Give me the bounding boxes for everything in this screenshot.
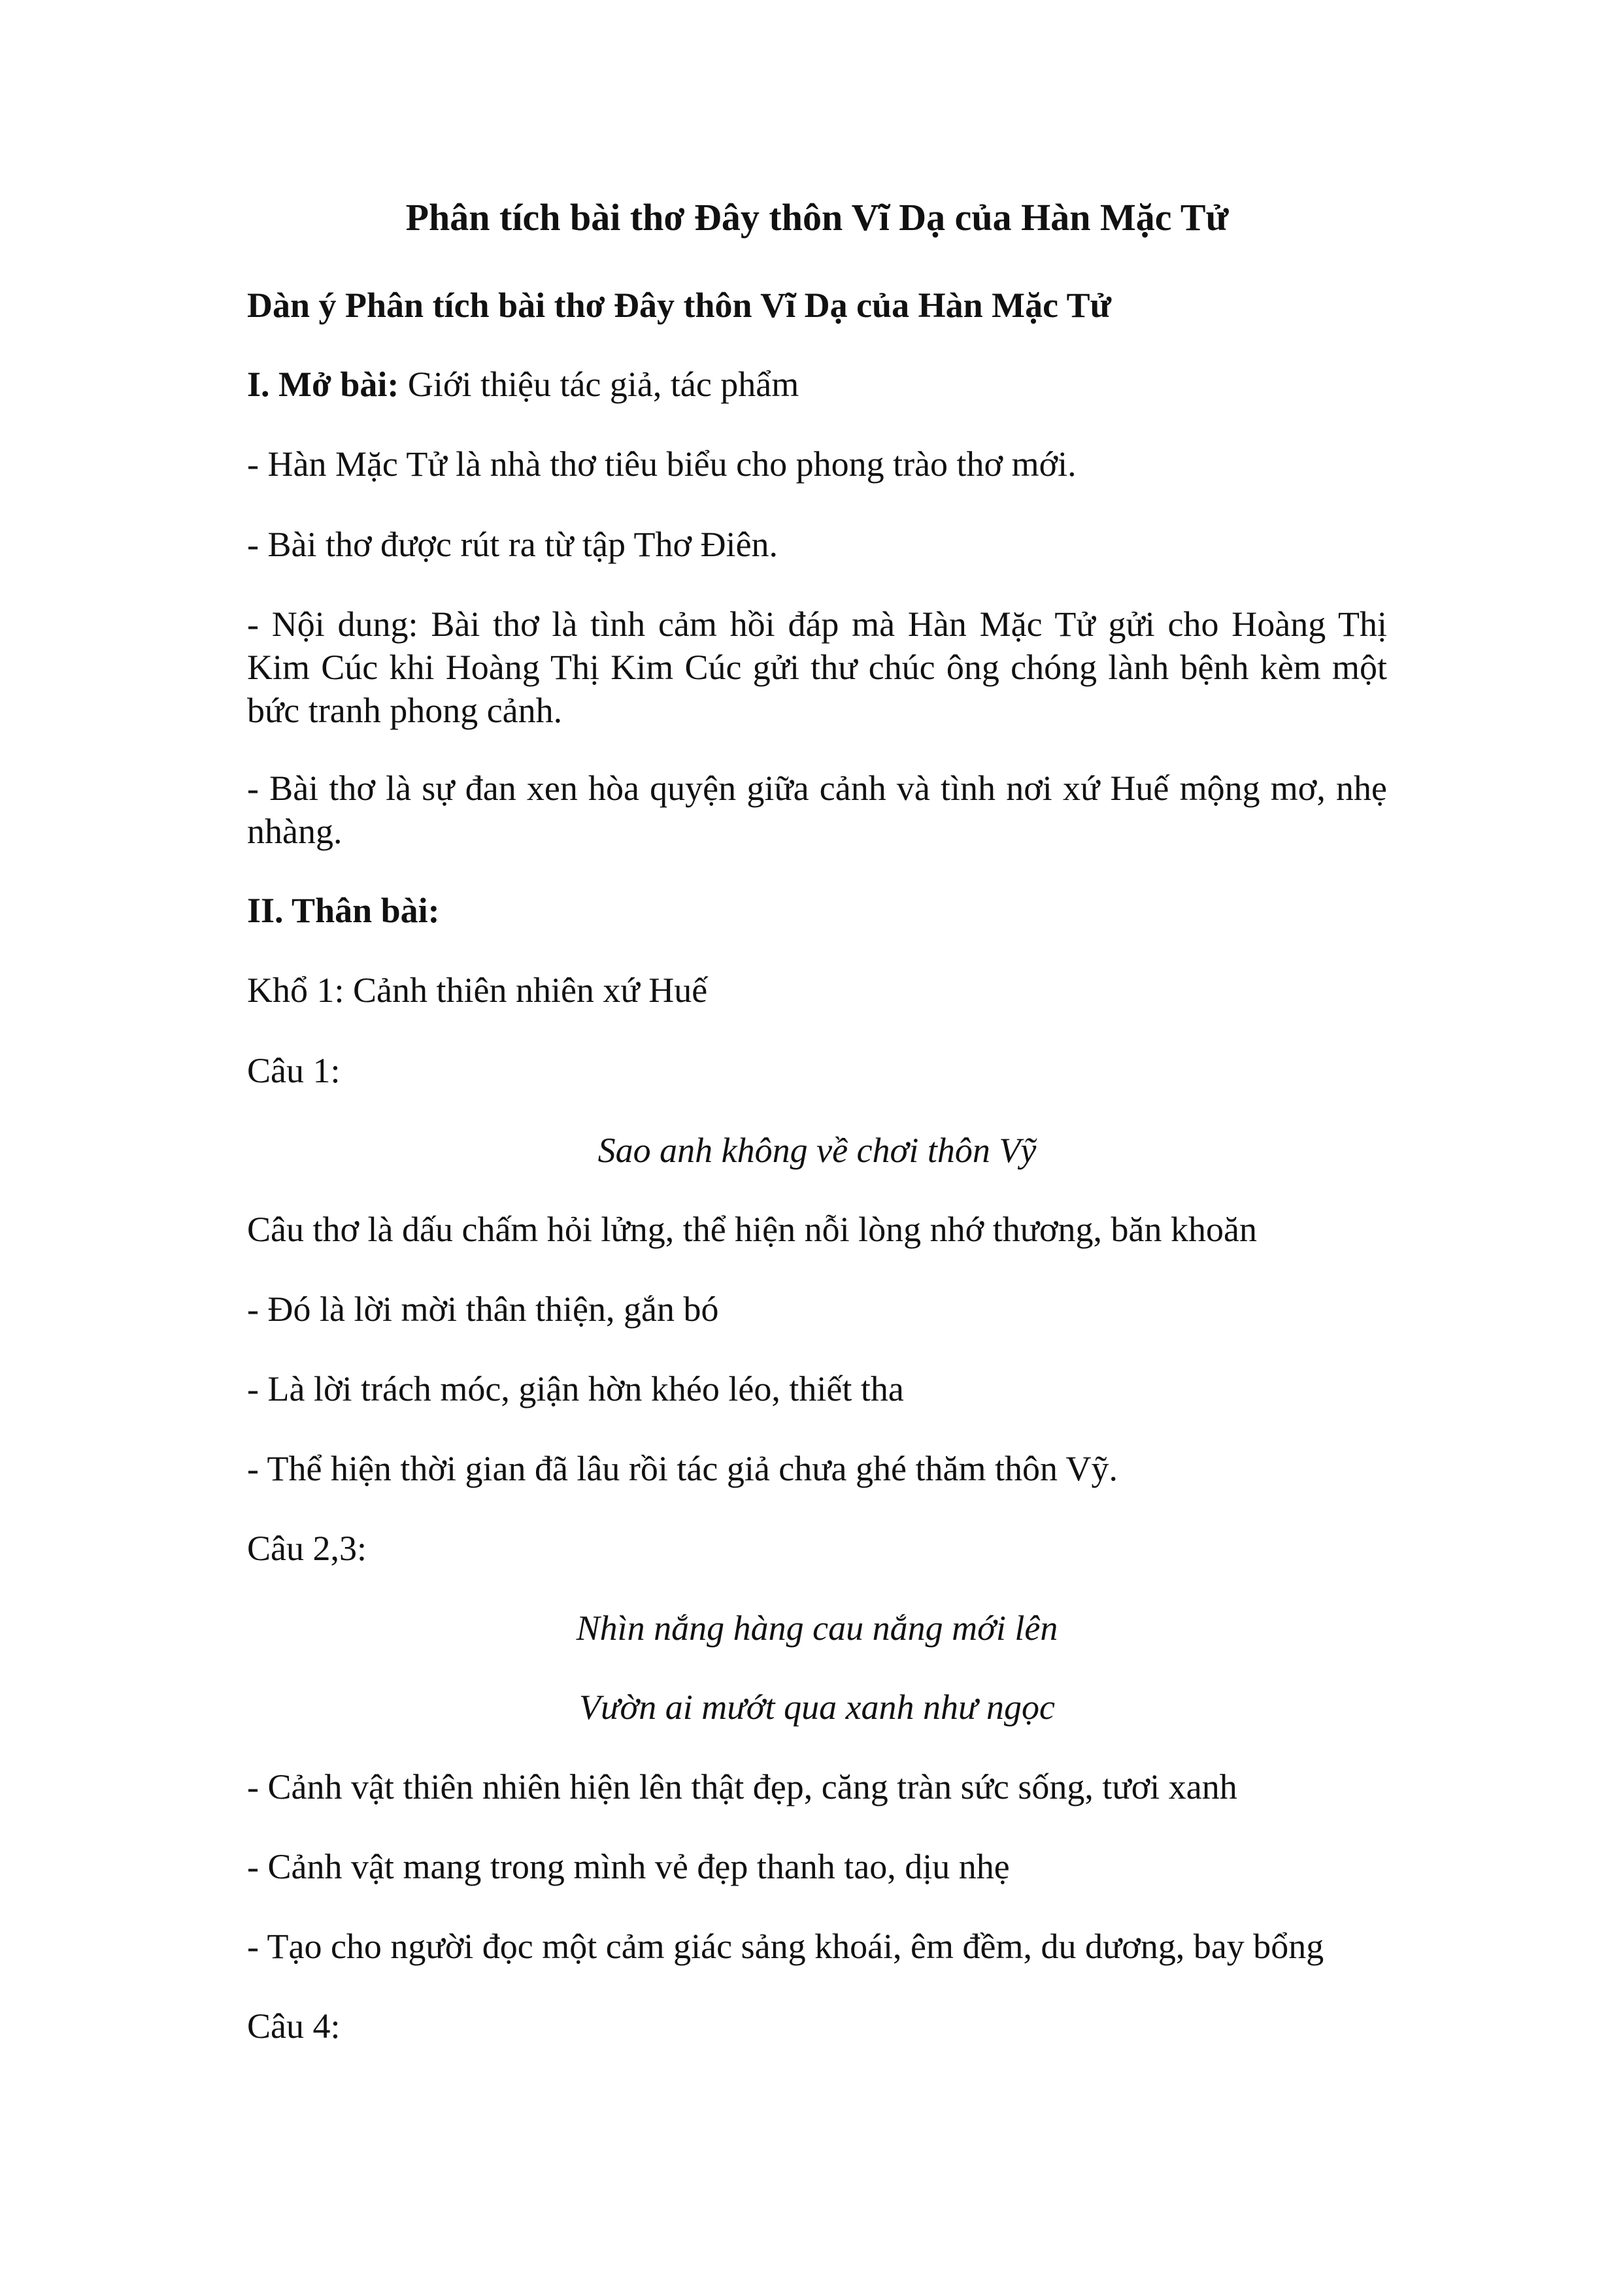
intro-blend-line-2: nhàng. <box>247 812 343 851</box>
document-title: Phân tích bài thơ Đây thôn Vĩ Dạ của Hàn Mặc Tử <box>405 196 1229 239</box>
verse23-quote-2: Vườn ai mướt qua xanh như ngọc <box>579 1688 1055 1727</box>
verse1-line-2: - Đó là lời mời thân thiện, gắn bó <box>247 1289 719 1329</box>
outline-heading: Dàn ý Phân tích bài thơ Đây thôn Vĩ Dạ của Hàn Mặc Tử <box>247 286 1111 325</box>
verse4-label: Câu 4: <box>247 2006 341 2046</box>
verse23-line-1: - Cảnh vật thiên nhiên hiện lên thật đẹp, căng tràn sức sống, tươi xanh <box>247 1767 1237 1806</box>
verse23-quote-1: Nhìn nắng hàng cau nắng mới lên <box>576 1608 1058 1648</box>
intro-heading <box>247 363 1387 406</box>
intro-content-line-3: bức tranh phong cảnh. <box>247 691 563 730</box>
verse1-line-1: Câu thơ là dấu chấm hỏi lửng, thể hiện nỗi lòng nhớ thương, băn khoăn <box>247 1210 1257 1249</box>
intro-blend-line-1: - Bài thơ là sự đan xen hòa quyện giữa cảnh và tình nơi xứ Huế mộng mơ, nhẹ <box>247 769 1387 808</box>
verse1-line-3: - Là lời trách móc, giận hờn khéo léo, thiết tha <box>247 1369 904 1408</box>
verse1-quote: Sao anh không về chơi thôn Vỹ <box>597 1131 1037 1170</box>
intro-blend-paragraph <box>247 767 1387 853</box>
intro-content-line-2: Kim Cúc khi Hoàng Thị Kim Cúc gửi thư chúc ông chóng lành bệnh kèm một <box>247 648 1387 687</box>
intro-label: I. Mở bài: <box>247 365 399 404</box>
verse1-label: Câu 1: <box>247 1051 341 1090</box>
intro-text: Giới thiệu tác giả, tác phẩm <box>399 365 799 404</box>
body-heading: II. Thân bài: <box>247 891 440 930</box>
verse23-line-2: - Cảnh vật mang trong mình vẻ đẹp thanh tao, dịu nhẹ <box>247 1847 1010 1886</box>
document-page <box>247 0 1387 2296</box>
stanza1-heading: Khổ 1: Cảnh thiên nhiên xứ Huế <box>247 971 708 1010</box>
verse1-line-4: - Thể hiện thời gian đã lâu rồi tác giả chưa ghé thăm thôn Vỹ. <box>247 1449 1118 1488</box>
verse23-line-3: - Tạo cho người đọc một cảm giác sảng khoái, êm đềm, du dương, bay bổng <box>247 1927 1324 1966</box>
verse23-label: Câu 2,3: <box>247 1529 367 1568</box>
intro-content-line-1: - Nội dung: Bài thơ là tình cảm hồi đáp mà Hàn Mặc Tử gửi cho Hoàng Thị <box>247 605 1387 644</box>
intro-bullet-2: - Bài thơ được rút ra từ tập Thơ Điên. <box>247 525 778 564</box>
intro-content-paragraph <box>247 603 1387 732</box>
intro-bullet-1: - Hàn Mặc Tử là nhà thơ tiêu biểu cho phong trào thơ mới. <box>247 444 1077 484</box>
